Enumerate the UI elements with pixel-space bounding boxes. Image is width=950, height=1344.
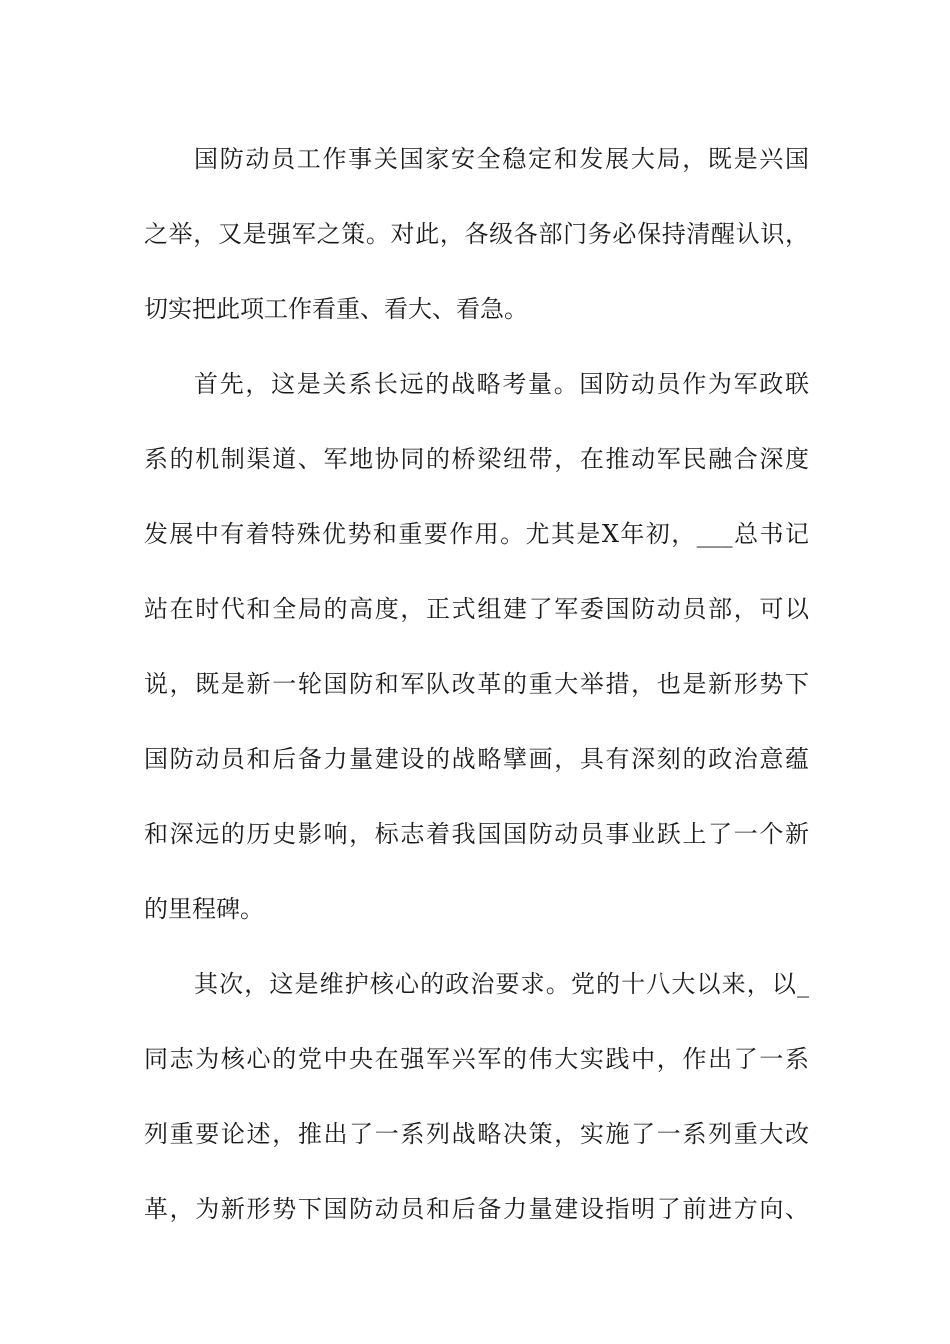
- text-line: 的里程碑。: [144, 895, 264, 923]
- text-line: 说，既是新一轮国防和军队改革的重大举措，也是新形势下: [144, 670, 809, 698]
- paragraph-3: [144, 947, 809, 1247]
- text-line: 首先，这是关系长远的战略考量。国防动员作为军政联: [194, 370, 809, 398]
- document-body: [144, 122, 809, 1247]
- paragraph-1: [144, 122, 809, 347]
- text-line: 列重要论述，推出了一系列战略决策，实施了一系列重大改: [144, 1120, 809, 1148]
- text-line: 和深远的历史影响，标志着我国国防动员事业跃上了一个新: [144, 820, 809, 848]
- text-line: 国防动员和后备力量建设的战略擘画，具有深刻的政治意蕴: [144, 745, 809, 773]
- text-line: 之举，又是强军之策。对此，各级各部门务必保持清醒认识，: [144, 220, 809, 248]
- text-line: 同志为核心的党中央在强军兴军的伟大实践中，作出了一系: [144, 1045, 809, 1073]
- text-line: 站在时代和全局的高度，正式组建了军委国防动员部，可以: [144, 595, 809, 623]
- text-line: 系的机制渠道、军地协同的桥梁纽带，在推动军民融合深度: [144, 445, 809, 473]
- text-line: 发展中有着特殊优势和重要作用。尤其是X年初，___总书记: [144, 520, 809, 548]
- text-line: 切实把此项工作看重、看大、看急。: [144, 295, 528, 323]
- text-line: 革，为新形势下国防动员和后备力量建设指明了前进方向、: [144, 1195, 809, 1223]
- text-line: 其次，这是维护核心的政治要求。党的十八大以来，以_: [194, 970, 809, 998]
- paragraph-2: [144, 347, 809, 947]
- text-line: 国防动员工作事关国家安全稳定和发展大局，既是兴国: [194, 145, 809, 173]
